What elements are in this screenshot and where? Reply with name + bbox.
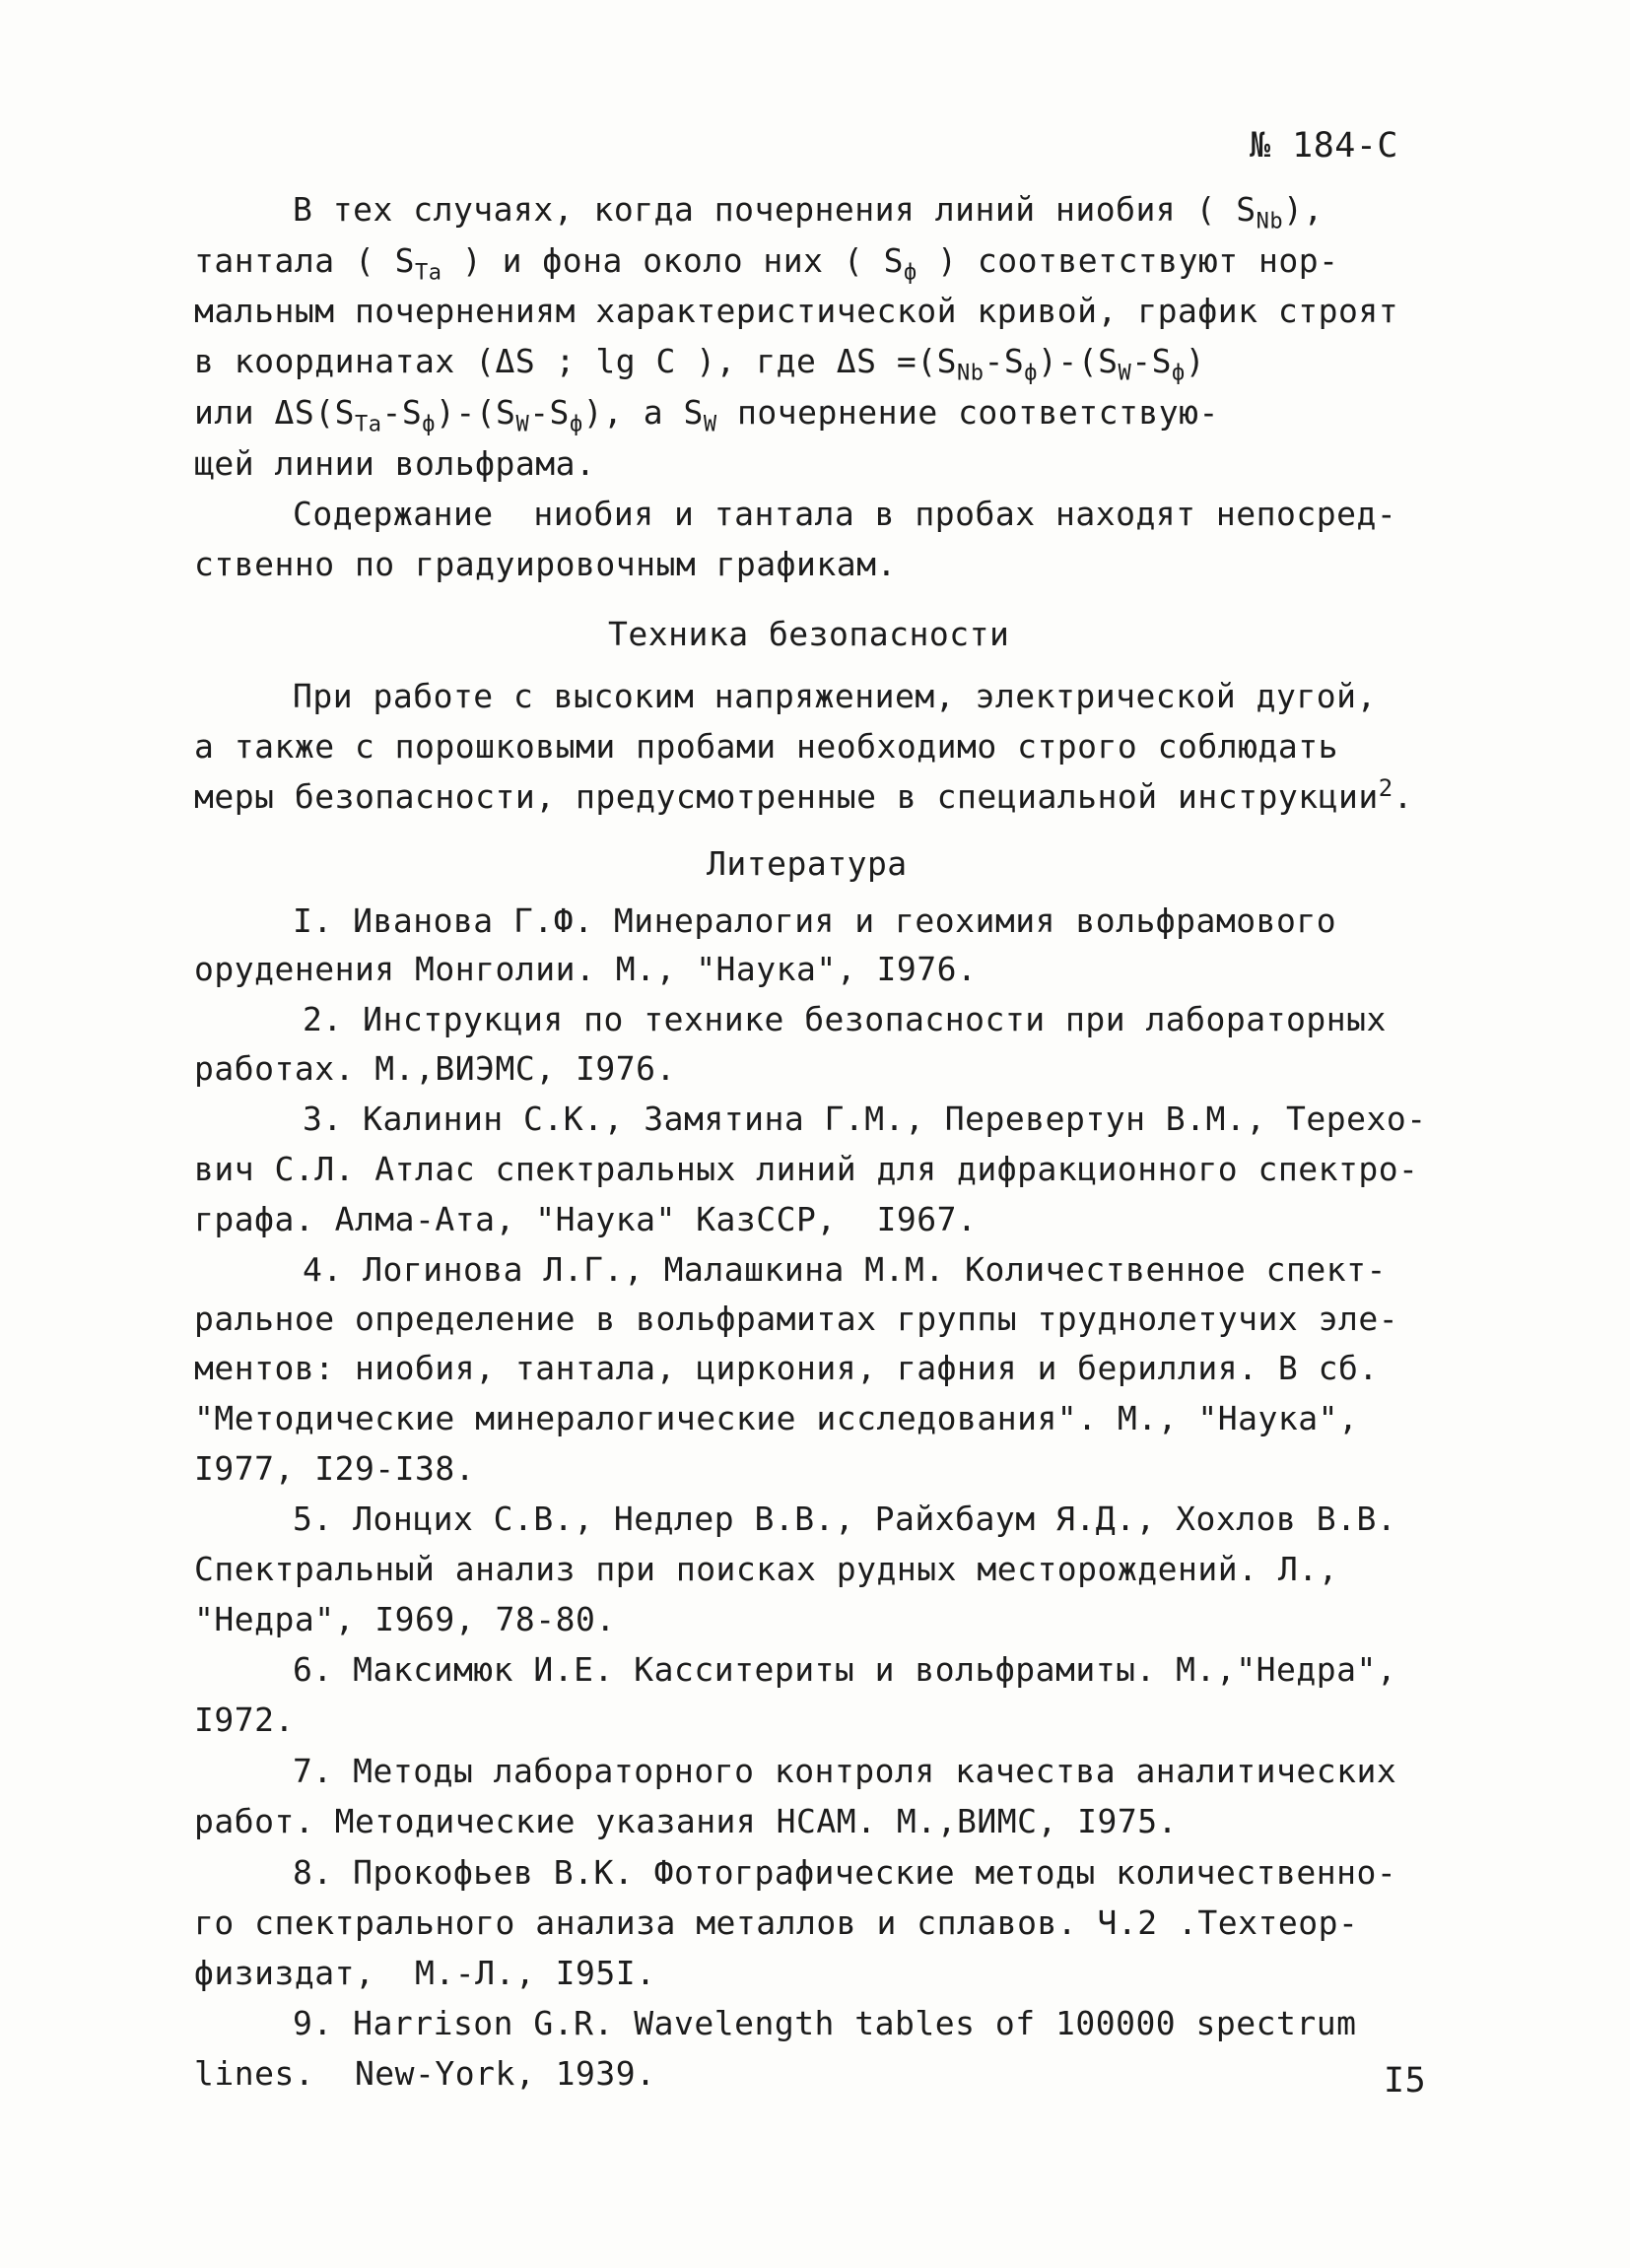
reference-line: физиздат, М.-Л., I95I. — [194, 1954, 656, 1992]
text: -S — [381, 393, 423, 432]
reference-line: "Методические минералогические исследования". М., "Наука", — [194, 1399, 1359, 1437]
text: )-(S — [1037, 342, 1119, 380]
reference-line: I972. — [194, 1701, 295, 1739]
text: ) и фона около них ( S — [441, 241, 905, 280]
subscript: ф — [904, 260, 917, 286]
reference-line: 6. Максимюк И.Е. Касситериты и вольфрамиты. М.,"Недра", — [293, 1650, 1397, 1689]
subscript: W — [703, 412, 717, 437]
text: )-(S — [435, 393, 516, 432]
reference-line: 5. Лонцих С.В., Недлер В.В., Райхбаум Я.Д., Хохлов В.В. — [293, 1500, 1397, 1538]
reference-line: 3. Калинин С.К., Замятина Г.М., Перевертун В.М., Терехо- — [303, 1100, 1427, 1138]
safety-heading: Техника безопасности — [608, 615, 1010, 653]
text: почернение соответствую- — [716, 393, 1219, 432]
reference-line: ральное определение в вольфрамитах группы труднолетучих эле- — [194, 1300, 1399, 1338]
page-number: I5 — [1384, 2061, 1427, 2101]
subscript: Ta — [354, 412, 382, 437]
paragraph-line: щей линии вольфрама. — [194, 444, 596, 483]
text: . — [1392, 777, 1414, 816]
reference-line: 7. Методы лабораторного контроля качества аналитических — [293, 1752, 1397, 1790]
subscript: Nb — [956, 361, 985, 386]
text: В тех случаях, когда почернения линий ниобия ( S — [293, 190, 1256, 229]
reference-line: ментов: ниобия, тантала, циркония, гафния и бериллия. В сб. — [194, 1349, 1379, 1387]
reference-line: lines. New-York, 1939. — [194, 2054, 656, 2093]
paragraph-line: ственно по градуировочным графикам. — [194, 545, 897, 583]
text: -S — [529, 393, 570, 432]
reference-line: 8. Прокофьев В.К. Фотографические методы количественно- — [293, 1853, 1397, 1892]
subscript: ф — [1171, 361, 1186, 386]
text: ), а S — [582, 393, 704, 432]
reference-line: вич С.Л. Атлас спектральных линий для дифракционного спектро- — [194, 1150, 1419, 1188]
document-number: № 184-С — [1250, 126, 1399, 166]
paragraph-line: мальным почернениям характеристической кривой, график строят — [194, 292, 1399, 330]
reference-line: 9. Harrison G.R. Wavelength tables of 100000 spectrum — [293, 2004, 1357, 2042]
literature-heading: Литература — [707, 844, 908, 883]
reference-line: работ. Методические указания НСАМ. М.,ВИМС, I975. — [194, 1802, 1179, 1840]
text: ), — [1283, 190, 1324, 229]
subscript: ф — [1024, 361, 1038, 386]
subscript: W — [515, 412, 530, 437]
reference-line: 4. Логинова Л.Г., Малашкина М.М. Количественное спект- — [303, 1250, 1387, 1289]
text: в координатах (ΔS ; lg C ), где ΔS =(S — [194, 342, 957, 380]
reference-line: I977, I29-I38. — [194, 1449, 476, 1488]
subscript: Nb — [1256, 209, 1284, 234]
text: ) — [1185, 342, 1206, 380]
paragraph-line: а также с порошковыми пробами необходимо строго соблюдать — [194, 727, 1338, 766]
subscript: ф — [569, 412, 583, 437]
reference-line: I. Иванова Г.Ф. Минералогия и геохимия вольфрамового — [293, 901, 1337, 940]
paragraph-line — [293, 190, 1324, 234]
footnote-marker: 2 — [1378, 774, 1393, 802]
paragraph-line: При работе с высоким напряжением, электрической дугой, — [293, 677, 1377, 715]
text: или ΔS(S — [194, 393, 355, 432]
reference-line: "Недра", I969, 78-80. — [194, 1600, 616, 1638]
subscript: Ta — [415, 260, 442, 286]
text: -S — [1131, 342, 1172, 380]
text: ) соответствуют нор- — [917, 241, 1339, 280]
subscript: ф — [422, 412, 436, 437]
reference-line: Спектральный анализ при поисках рудных месторождений. Л., — [194, 1550, 1338, 1588]
paragraph-line — [194, 342, 1206, 386]
text: меры безопасности, предусмотренные в специальной инструкции — [194, 777, 1379, 816]
paragraph-line — [194, 774, 1414, 816]
reference-line: работах. М.,ВИЭМС, I976. — [194, 1049, 676, 1088]
reference-line: го спектрального анализа металлов и сплавов. Ч.2 .Техтеор- — [194, 1903, 1359, 1942]
reference-line: 2. Инструкция по технике безопасности при лабораторных — [303, 1000, 1387, 1038]
reference-line: графа. Алма-Ата, "Наука" КазССР, I967. — [194, 1200, 978, 1238]
paragraph-line — [194, 241, 1339, 286]
subscript: W — [1118, 361, 1132, 386]
paragraph-line: Содержание ниобия и тантала в пробах находят непосред- — [293, 495, 1397, 533]
text: тантала ( S — [194, 241, 416, 280]
paragraph-line — [194, 393, 1219, 437]
text: -S — [984, 342, 1025, 380]
reference-line: оруденения Монголии. М., "Наука", I976. — [194, 950, 978, 988]
